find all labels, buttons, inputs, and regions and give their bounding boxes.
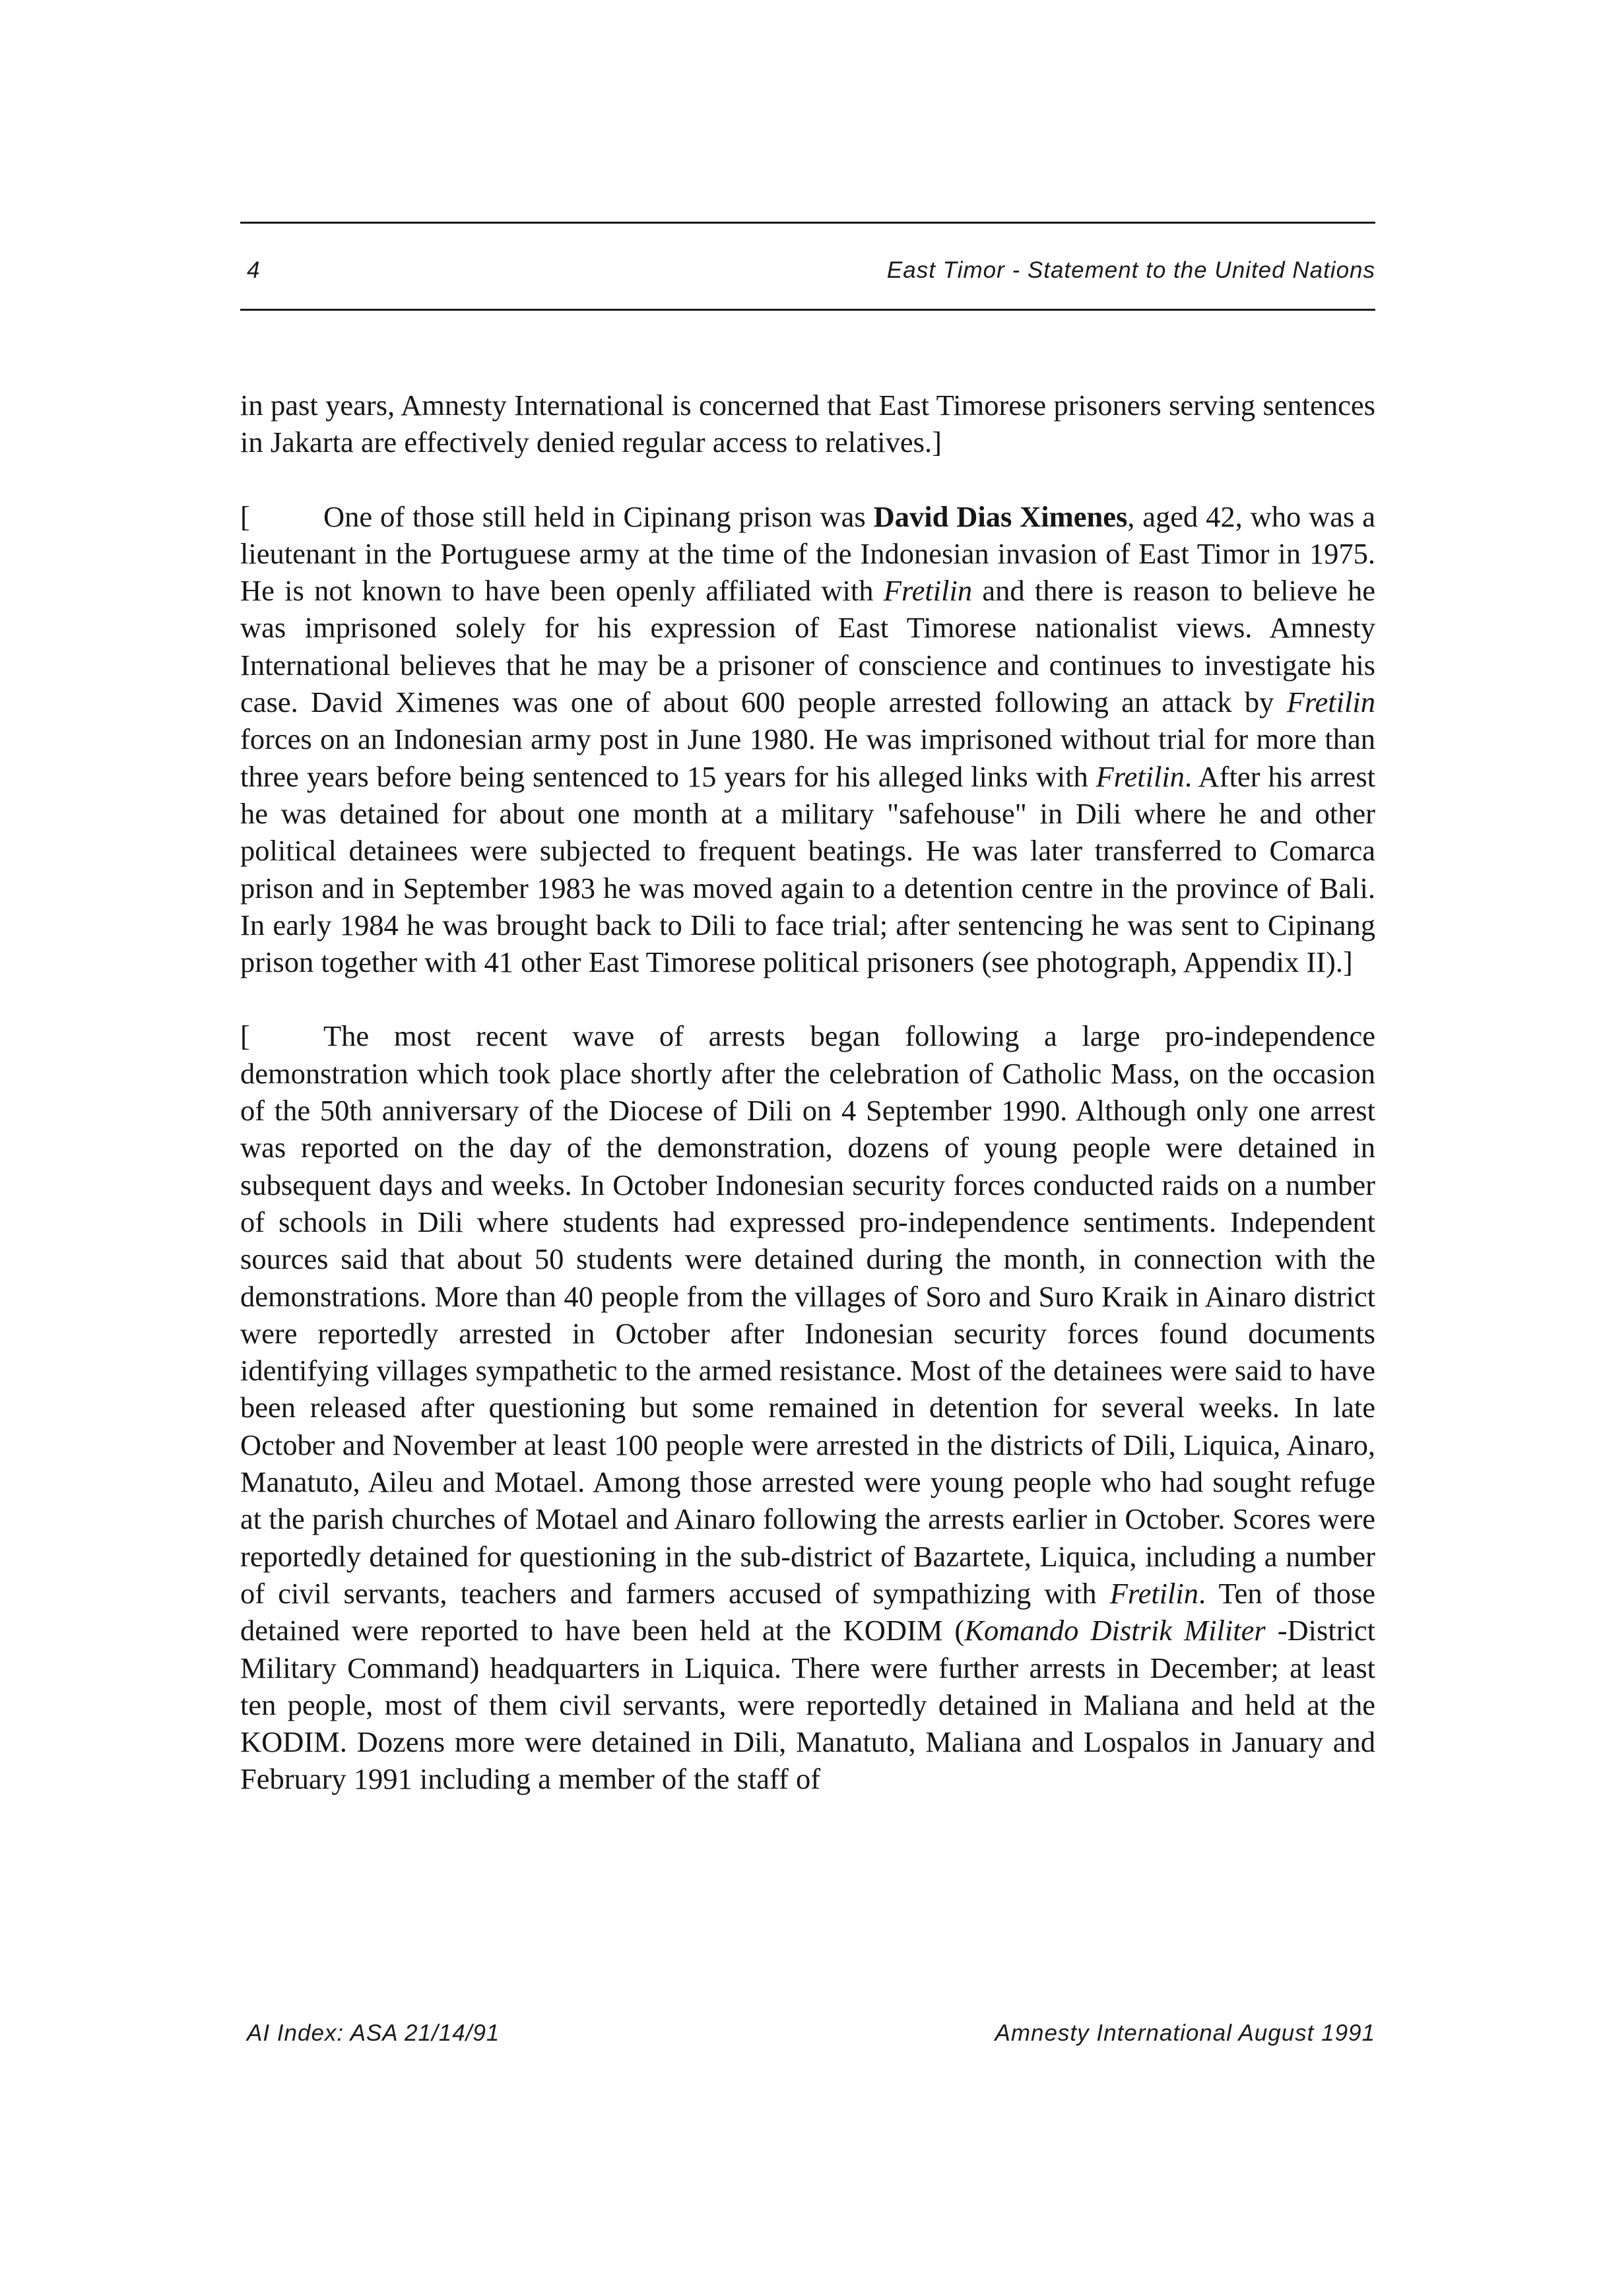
italic-term: Fretilin (1109, 1576, 1199, 1610)
paragraph-bracket: [ (240, 1019, 250, 1053)
ai-index: AI Index: ASA 21/14/91 (247, 2020, 500, 2046)
text-run: The most recent wave of arrests began following a large pro-independence demonstration which took place shortly after the celebration of Catholic Mass, on the occasion of the 50th anniversary of the Diocese of Dili on 4 September 1990. Although only one arrest was reported on the day of the demonstration, dozens of young people were detained in subsequent days and weeks. In October Indonesian security forces conducted raids on a number of schools in Dili where students had expressed pro-independence sentiments. Independent sources said that about 50 students were detained during the month, in connection with the demonstrations. More than 40 people from the villages of Soro and Suro Kraik in Ainaro district were reportedly arrested in October after Indonesian security forces found documents identifying villages sympathetic to the armed resistance. Most of the detainees were said to have been released after questioning but some remained in detention for several weeks. In late October and November at least 100 people were arrested in the districts of Dili, Liquica, Ainaro, Manatuto, Aileu and Motael. Among those arrested were young people who had sought refuge at the parish churches of Motael and Ainaro following the arrests earlier in October. Scores were reportedly detained for questioning in the sub-district of Bazartete, Liquica, including a number of civil servants, teachers and farmers accused of sympathizing with (240, 1019, 1375, 1610)
page-number: 4 (247, 257, 260, 283)
italic-term: Fretilin (883, 574, 973, 608)
paragraph (240, 498, 1375, 981)
header-top-rule (240, 222, 1375, 224)
body-text (240, 387, 1375, 1835)
text-run: in past years, Amnesty International is concerned that East Timorese prisoners serving sentences in Jakarta are effectively denied regular access to relatives.] (240, 389, 1375, 459)
text-run: , aged 42, who was a lieutenant in the Portuguese army at the time of the Indonesian invasion of East Timor in 1975. He is not known to have been openly affiliated with (240, 499, 1375, 608)
header-bottom-rule (240, 309, 1375, 311)
running-title: East Timor - Statement to the United Nations (886, 257, 1375, 283)
text-run: forces on an Indonesian army post in June 1980. He was imprisoned without trial for more than three years before being sentenced to 15 years for his alleged links with (240, 722, 1375, 793)
text-run: . After his arrest he was detained for about one month at a military "safehouse" in Dili where he and other political detainees were subjected to frequent beatings. He was later transferred to Comarca prison and in September 1983 he was moved again to a detention centre in the province of Bali. In early 1984 he was brought back to Dili to face trial; after sentencing he was sent to Cipinang prison together with 41 other East Timorese political prisoners (see photograph, Appendix II).] (240, 759, 1375, 979)
italic-term: Fretilin (1286, 686, 1375, 719)
italic-term: Komando Distrik Militer (964, 1614, 1266, 1647)
paragraph (240, 1017, 1375, 1797)
paragraph-bracket: [ (240, 499, 250, 533)
text-run: . Ten of those detained were reported to have been held at the KODIM ( (240, 1576, 1376, 1647)
italic-term: Fretilin (1096, 759, 1185, 793)
publication-date: Amnesty International August 1991 (995, 2020, 1375, 2046)
paragraph (240, 387, 1375, 461)
text-run: and there is reason to believe he was imprisoned solely for his expression of East Timorese nationalist views. Amnesty International believes that he may be a prisoner of conscience and continues to investigate his case. David Ximenes was one of about 600 people arrested following an attack by (240, 574, 1375, 719)
bold-name: David Dias Ximenes (873, 499, 1128, 533)
text-run: One of those still held in Cipinang prison was (323, 499, 874, 533)
text-run: -District Military Command) headquarters in Liquica. There were further arrests in December; at least ten people, most of them civil servants, were reportedly detained in Maliana and held at the KODIM. Dozens more were detained in Dili, Manatuto, Maliana and Lospalos in January and February 1991 including a member of the staff of (240, 1614, 1375, 1796)
